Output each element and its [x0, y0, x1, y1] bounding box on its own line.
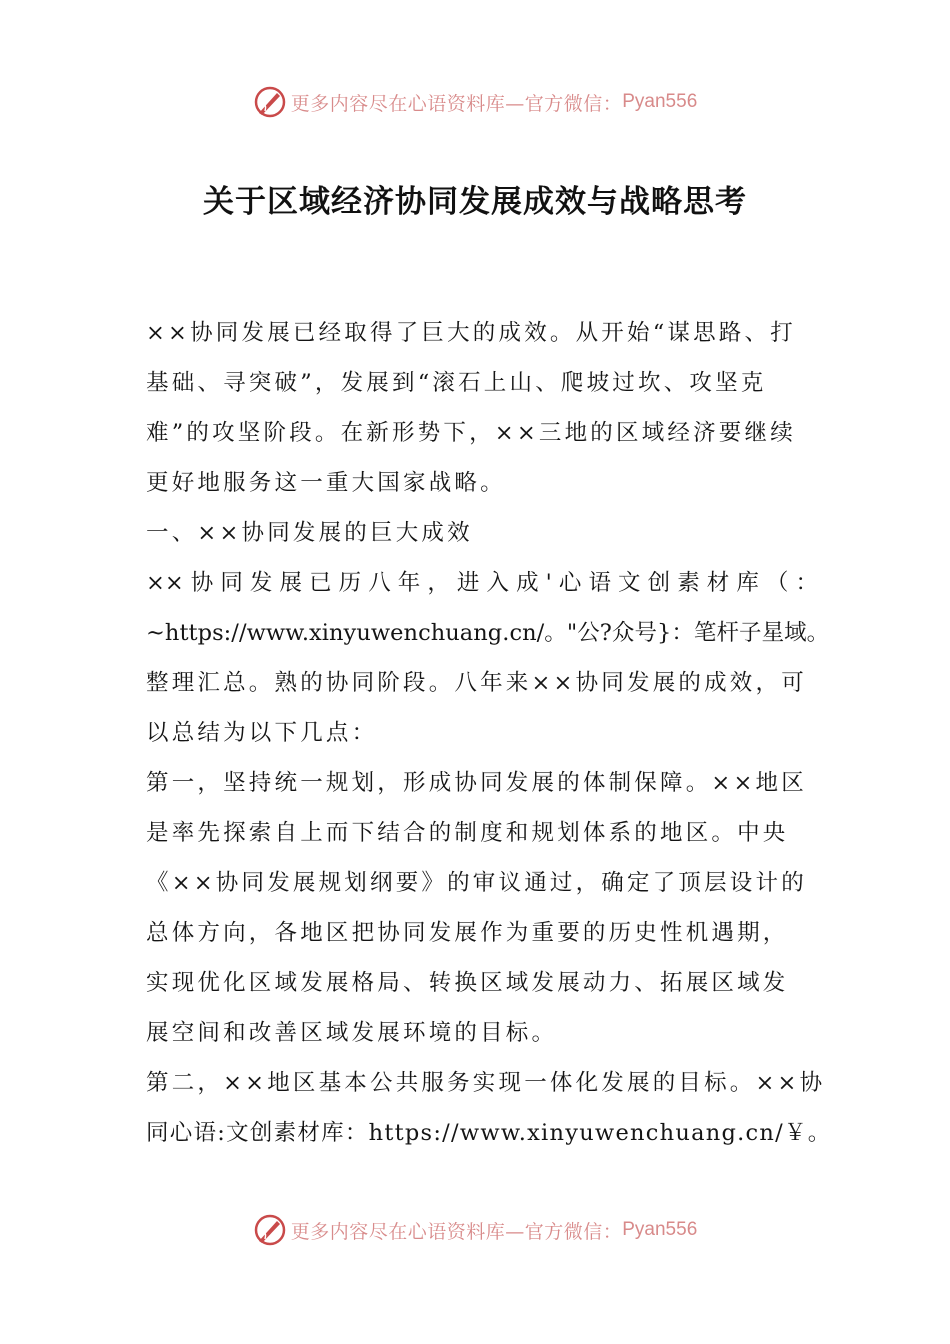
body-line-url: 同心语:文创素材库：https://www.xinyuwenchuang.cn/￥。	[146, 1120, 832, 1146]
body-line: ××协同发展已历八年，进入成'心语文创素材库（：	[146, 570, 818, 596]
body-line: 难”的攻坚阶段。在新形势下，××三地的区域经济要继续	[146, 420, 796, 446]
watermark-text: 更多内容尽在心语资料库—官方微信：	[290, 1220, 623, 1243]
document-body	[146, 308, 832, 1158]
body-line: 《××协同发展规划纲要》的审议通过，确定了顶层设计的	[146, 870, 807, 896]
body-line: 实现优化区域发展格局、转换区域发展动力、拓展区域发	[146, 970, 789, 996]
body-line: 以总结为以下几点：	[146, 720, 378, 746]
body-line: 展空间和改善区域发展环境的目标。	[146, 1020, 558, 1046]
watermark-wechat-id: Pyan556	[622, 91, 698, 112]
watermark-wechat-id: Pyan556	[622, 1219, 698, 1240]
watermark-text: 更多内容尽在心语资料库—官方微信：	[290, 92, 623, 115]
body-line: 基础、寻突破”，发展到“滚石上山、爬坡过坎、攻坚克	[146, 370, 767, 396]
document-title: 关于区域经济协同发展成效与战略思考	[203, 184, 747, 220]
pen-logo-icon	[253, 1213, 287, 1247]
body-line-url: ~https://www.xinyuwenchuang.cn/。"公?众号}：笔杆子星域。	[146, 620, 830, 646]
footer-watermark	[0, 1210, 950, 1250]
body-line: 第二，××地区基本公共服务实现一体化发展的目标。××协	[146, 1070, 826, 1096]
section-heading: 一、××协同发展的巨大成效	[146, 520, 473, 546]
header-watermark	[0, 82, 950, 122]
body-line: 更好地服务这一重大国家战略。	[146, 470, 506, 496]
body-line: 总体方向，各地区把协同发展作为重要的历史性机遇期，	[146, 920, 789, 946]
body-line: 是率先探索自上而下结合的制度和规划体系的地区。中央	[146, 820, 789, 846]
body-line: ××协同发展已经取得了巨大的成效。从开始“谋思路、打	[146, 320, 796, 346]
body-line: 第一，坚持统一规划，形成协同发展的体制保障。××地区	[146, 770, 807, 796]
body-line: 整理汇总。熟的协同阶段。八年来××协同发展的成效，可	[146, 670, 807, 696]
pen-logo-icon	[253, 85, 287, 119]
